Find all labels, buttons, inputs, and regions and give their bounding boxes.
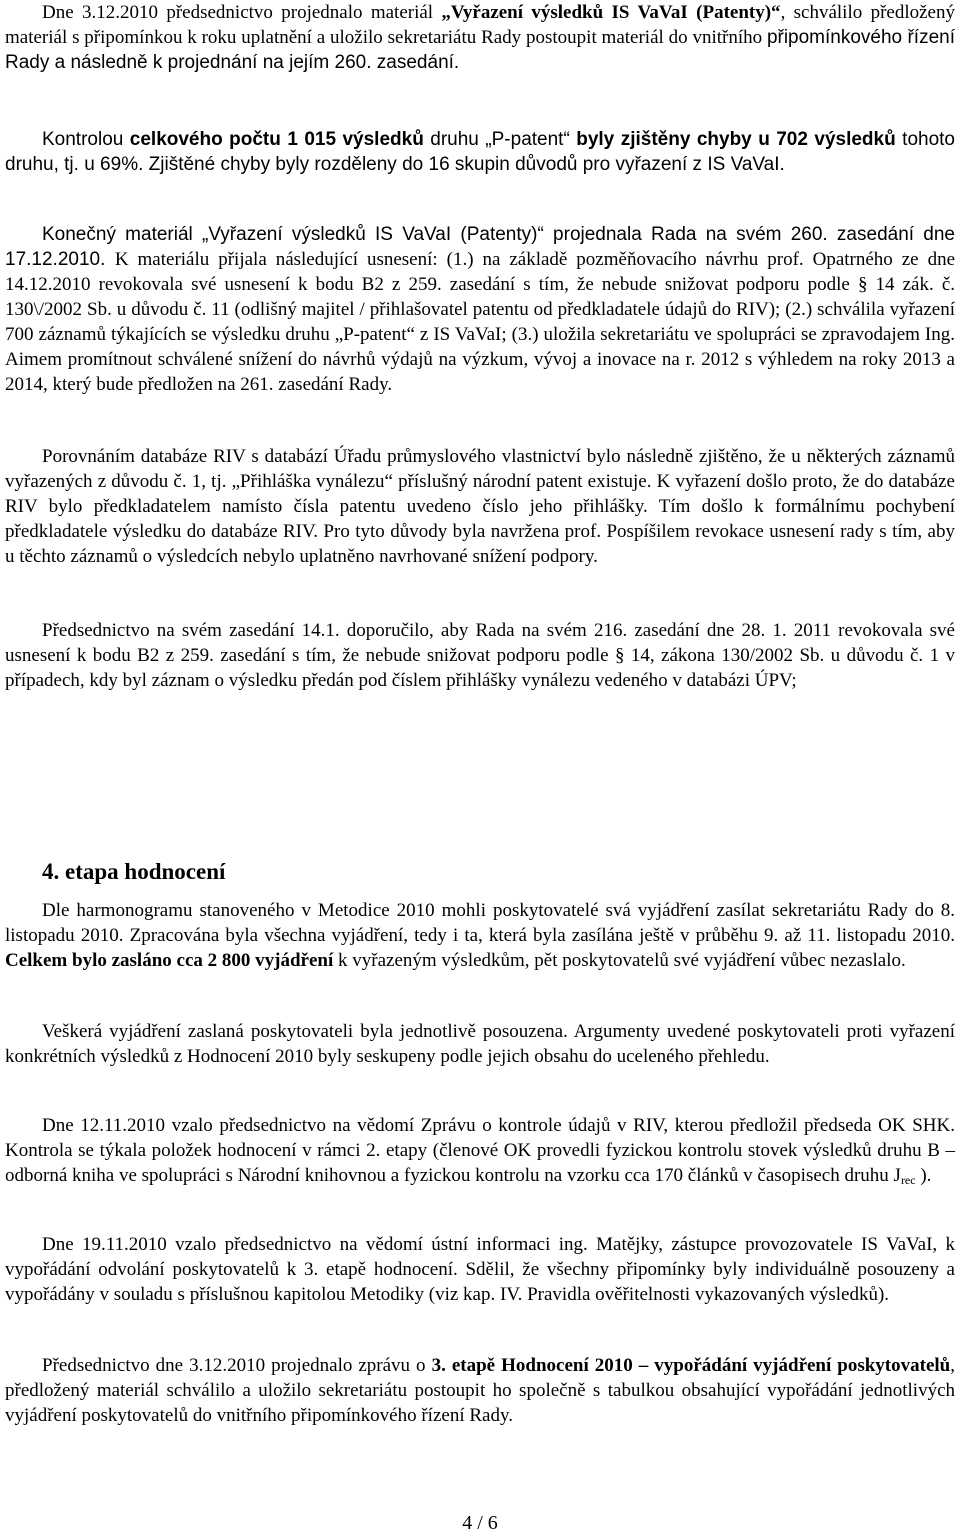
text: , schválilo předložený materiál s připomínkou k roku uplatnění a uložilo sekretariátu Rady postoupit materiál do vnitřního <box>5 2 955 48</box>
emphasis-errors: byly zjištěny chyby u 702 výsledků <box>576 129 896 150</box>
paragraph-statements-review: Veškerá vyjádření zaslaná poskytovateli byla jednotlivě posouzena. Argumenty uvedené poskytovateli proti vyřazení konkrétních výsledků z Hodnocení 2010 byly seskupeny podle jejich obsahu do uceleného přehledu. <box>5 1021 955 1067</box>
text: K materiálu přijala následující usnesení: (1.) na základě pozměňovacího návrhu prof. Opatrného ze dne 14.12.2010 revokovala své usnesení k bodu B2 z 259. zasedání s tím, že nebude snižovat podporu podle § 14 zák. č. 130\/2002 Sb. u důvodu č. 11 (odlišný majitel / přihlašovatel patentu od předkladatele údajů do RIV); (2.) schválila vyřazení 700 záznamů týkajících se výsledku druhu „P-patent“ z IS VaVaI; (3.) uložila sekretariátu ve spolupráci se zpravodajem Ing. Aimem promítnout schválené snížení do návrhů výdajů na výzkum, vývoj a inovace na r. 2012 s výhledem na roky 2013 a 2014, který bude předložen na 261. zasedání Rady. <box>5 249 956 395</box>
section-heading: 4. etapa hodnocení <box>42 859 226 884</box>
subscript: rec <box>900 1173 916 1187</box>
text: připomínkového řízení Rady a následně k projednání na jejím 260. zasedání. <box>5 27 955 73</box>
text: ). <box>915 1165 932 1186</box>
text: , předložený materiál schválilo a uložilo sekretariátu postoupit ho společně s tabulkou obsahující vypořádání jednotlivých vyjádření poskytovatelů do vnitřního připomínkového řízení Rady. <box>5 1355 955 1426</box>
paragraph-stage3-report <box>5 1353 955 1428</box>
paragraph-presidium-recommendation: Předsednictvo na svém zasedání 14.1. doporučilo, aby Rada na svém 216. zasedání dne 28. 1. 2011 revokovala své usnesení k bodu B2 z 259. zasedání s tím, že nebude snižovat podporu podle § 14, zákona 130/2002 Sb. u důvodu č. 1 v případech, kdy byl záznam o výsledku předán pod číslem přihlášky vynálezu vedeného v databázi ÚPV; <box>5 620 955 691</box>
page-number: 4 / 6 <box>462 1512 498 1534</box>
text: Předsednictvo dne 3.12.2010 projednalo zprávu o <box>42 1355 432 1376</box>
paragraph-riv-control <box>5 1113 955 1188</box>
paragraph-harmonogram <box>5 898 955 973</box>
paragraph-check-results <box>5 127 955 177</box>
emphasis-stage3: 3. etapě Hodnocení 2010 – vypořádání vyjádření poskytovatelů <box>431 1355 951 1376</box>
paragraph-final-material <box>5 222 955 397</box>
text: k vyřazeným výsledkům, pět poskytovatelů své vyjádření vůbec nezaslalo. <box>333 950 906 971</box>
paragraph-presidium-patents <box>5 0 955 75</box>
text: Kontrolou <box>42 129 130 150</box>
text: Dne 3.12.2010 předsednictvo projednalo materiál <box>42 2 442 23</box>
text: tohoto druhu, tj. u 69%. Zjištěné chyby byly rozděleny do 16 skupin důvodů pro vyřazení z IS VaVaI. <box>5 129 955 175</box>
paragraph-oral-information: Dne 19.11.2010 vzalo předsednictvo na vědomí ústní informaci ing. Matějky, zástupce provozovatele IS VaVaI, k vypořádání odvolání poskytovatelů k 3. etapě hodnocení. Sdělil, že všechny připomínky byly individuálně posouzeny a vypořádány v souladu s příslušnou kapitolou Metodiky (viz kap. IV. Pravidla ověřitelnosti vykazovaných výsledků). <box>5 1234 955 1305</box>
emphasis-total-count: celkového počtu 1 015 výsledků <box>129 129 424 150</box>
text: Dle harmonogramu stanoveného v Metodice 2010 mohli poskytovatelé svá vyjádření zasílat sekretariátu Rady do 8. listopadu 2010. Zpracována byla všechna vyjádření, tedy i ta, která byla zasílána ještě v průběhu 9. až 11. listopadu 2010. <box>5 900 955 946</box>
text: Konečný materiál „Vyřazení výsledků IS VaVaI (Patenty)“ projednala Rada na svém 260. zasedání dne 17.12.2010. <box>5 224 955 270</box>
emphasis-total-statements: Celkem bylo zasláno cca 2 800 vyjádření <box>5 950 334 971</box>
text: druhu „P-patent“ <box>423 129 577 150</box>
text: Dne 12.11.2010 vzalo předsednictvo na vědomí Zprávu o kontrole údajů v RIV, kterou předložil předseda OK SHK. Kontrola se týkala položek hodnocení v rámci 2. etapy (členové OK provedli fyzickou kontrolu stovek výsledků druhu B – odborná kniha ve spolupráci s Národní knihovnou a fyzickou kontrolu na vzorku cca 170 článků v časopisech druhu J <box>5 1115 955 1186</box>
paragraph-database-comparison: Porovnáním databáze RIV s databází Úřadu průmyslového vlastnictví bylo následně zjištěno, že u některých záznamů vyřazených z důvodu č. 1, tj. „Přihláška vynálezu“ příslušný národní patent existuje. K vyřazení došlo proto, že do databáze RIV bylo předkladatelem namísto čísla patentu uvedeno číslo jeho přihlášky. Tím došlo k formálnímu pochybení předkladatele výsledku do databáze RIV. Pro tyto důvody byla navržena prof. Pospíšilem revokace usnesení rady s tím, aby u těchto záznamů o výsledcích nebylo uplatněno navrhované snížení podpory. <box>5 446 955 567</box>
material-title: „Vyřazení výsledků IS VaVaI (Patenty)“ <box>441 2 781 23</box>
